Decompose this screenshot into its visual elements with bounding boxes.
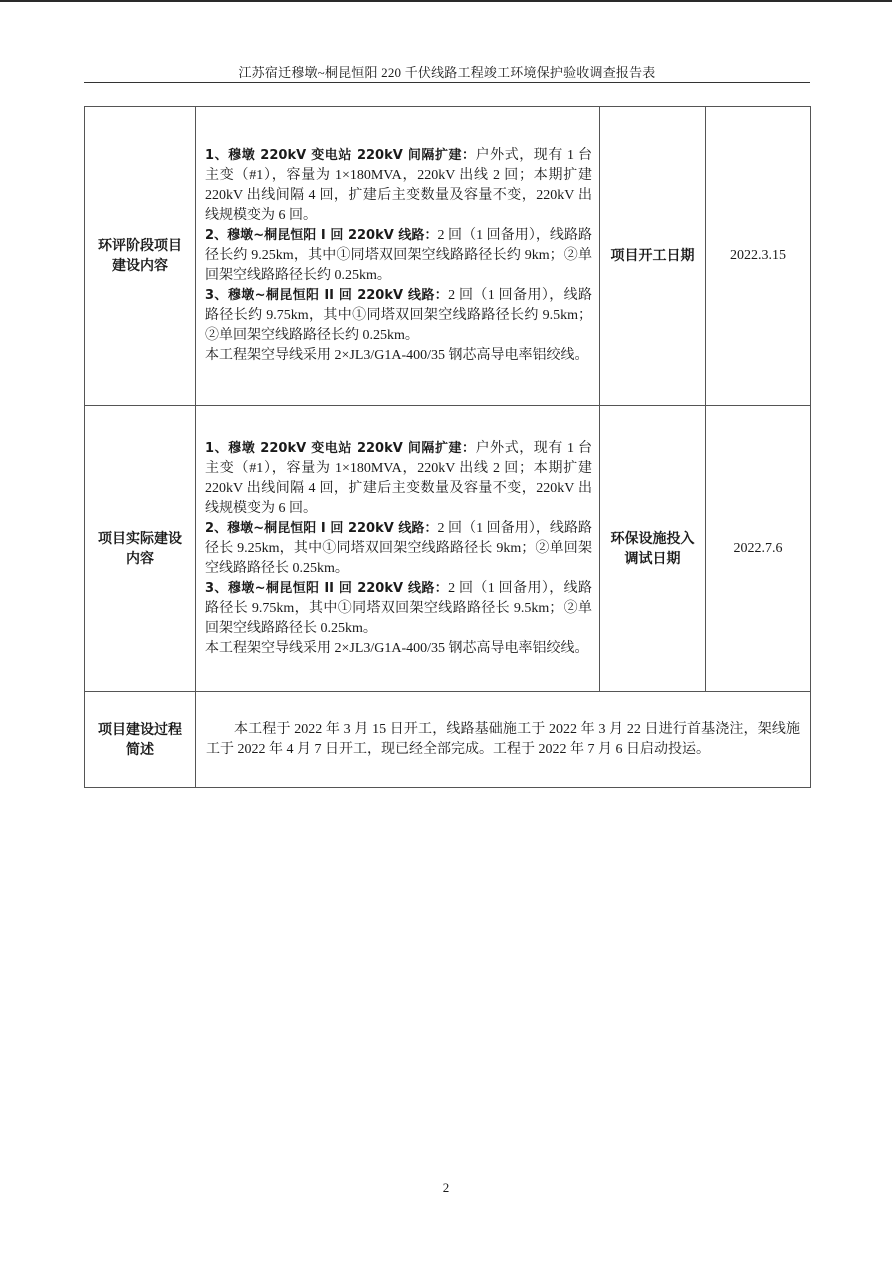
table-row-eia-content	[85, 107, 811, 406]
actual-content-cell	[196, 406, 600, 692]
actual-item-3-body: 2 回（1 回备用），线路路径长 9.75km，其中①同塔双回架空线路路径长 9.5km；②单回架空线路路径长 0.25km。	[205, 580, 593, 636]
eia-item-1-head: 1、穆墩 220kV 变电站 220kV 间隔扩建：	[205, 148, 476, 163]
document-header: 江苏宿迁穆墩~桐昆恒阳 220 千伏线路工程竣工环境保护验收调查报告表	[238, 65, 656, 80]
actual-item-3-head: 3、穆墩~桐昆恒阳 II 回 220kV 线路：	[205, 580, 449, 596]
table-row-process-summary	[85, 692, 811, 788]
eia-item-3-head: 3、穆墩~桐昆恒阳 II 回 220kV 线路：	[205, 288, 449, 303]
eia-item-3-body: 2 回（1 回备用），线路路径长约 9.75km，其中①同塔双回架空线路路径长约 9.5km；②单回架空线路路径长约 0.25km。	[205, 288, 593, 343]
actual-item-1-head: 1、穆墩 220kV 变电站 220kV 间隔扩建：	[205, 440, 476, 456]
eia-item-2	[205, 226, 592, 286]
commissioning-date-value: 2022.7.6	[706, 406, 811, 692]
page-number: 2	[442, 1180, 450, 1195]
actual-content-label: 项目实际建设内容	[85, 406, 196, 692]
eia-item-1	[205, 146, 592, 226]
process-summary-label: 项目建设过程简述	[85, 692, 196, 788]
eia-item-3	[205, 286, 592, 346]
eia-content-label: 环评阶段项目建设内容	[85, 107, 196, 406]
project-info-table	[84, 106, 811, 788]
top-border-line	[0, 0, 892, 2]
eia-footer-note: 本工程架空导线采用 2×JL3/G1A-400/35 钢芯高导电率铝绞线。	[205, 348, 589, 363]
process-summary-text: 本工程于 2022 年 3 月 15 日开工，线路基础施工于 2022 年 3 月 22 日进行首基浇注，架线施工于 2022 年 4 月 7 日开工，现已经全部完成。工程于 2022 年 7 月 6 日启动投运。	[196, 692, 811, 788]
eia-content-cell	[196, 107, 600, 406]
actual-item-1	[205, 439, 592, 519]
actual-item-2-head: 2、穆墩~桐昆恒阳 I 回 220kV 线路：	[205, 520, 438, 536]
start-date-label: 项目开工日期	[600, 107, 706, 406]
header-rule	[84, 82, 810, 83]
eia-item-1-body: 户外式，现有 1 台主变（#1），容量为 1×180MVA，220kV 出线 2 回；本期扩建 220kV 出线间隔 4 回，扩建后主变数量及容量不变，220kV 出线规模变为 6 回。	[205, 148, 592, 223]
actual-item-2	[205, 519, 592, 579]
commissioning-date-label: 环保设施投入调试日期	[600, 406, 706, 692]
start-date-value: 2022.3.15	[706, 107, 811, 406]
table-row-actual-content	[85, 406, 811, 692]
actual-item-2-body: 2 回（1 回备用），线路路径长 9.25km，其中①同塔双回架空线路路径长 9km；②单回架空线路路径长 0.25km。	[205, 520, 592, 576]
actual-item-1-body: 户外式，现有 1 台主变（#1），容量为 1×180MVA，220kV 出线 2 回；本期扩建 220kV 出线间隔 4 回，扩建后主变数量及容量不变，220kV 出线规模变为 6 回。	[205, 440, 592, 516]
actual-footer-note: 本工程架空导线采用 2×JL3/G1A-400/35 钢芯高导电率铝绞线。	[205, 640, 589, 656]
actual-item-3	[205, 579, 592, 639]
eia-item-2-body: 2 回（1 回备用），线路路径长约 9.25km，其中①同塔双回架空线路路径长约 9km；②单回架空线路路径长约 0.25km。	[205, 228, 592, 283]
eia-item-2-head: 2、穆墩~桐昆恒阳 I 回 220kV 线路：	[205, 228, 438, 243]
